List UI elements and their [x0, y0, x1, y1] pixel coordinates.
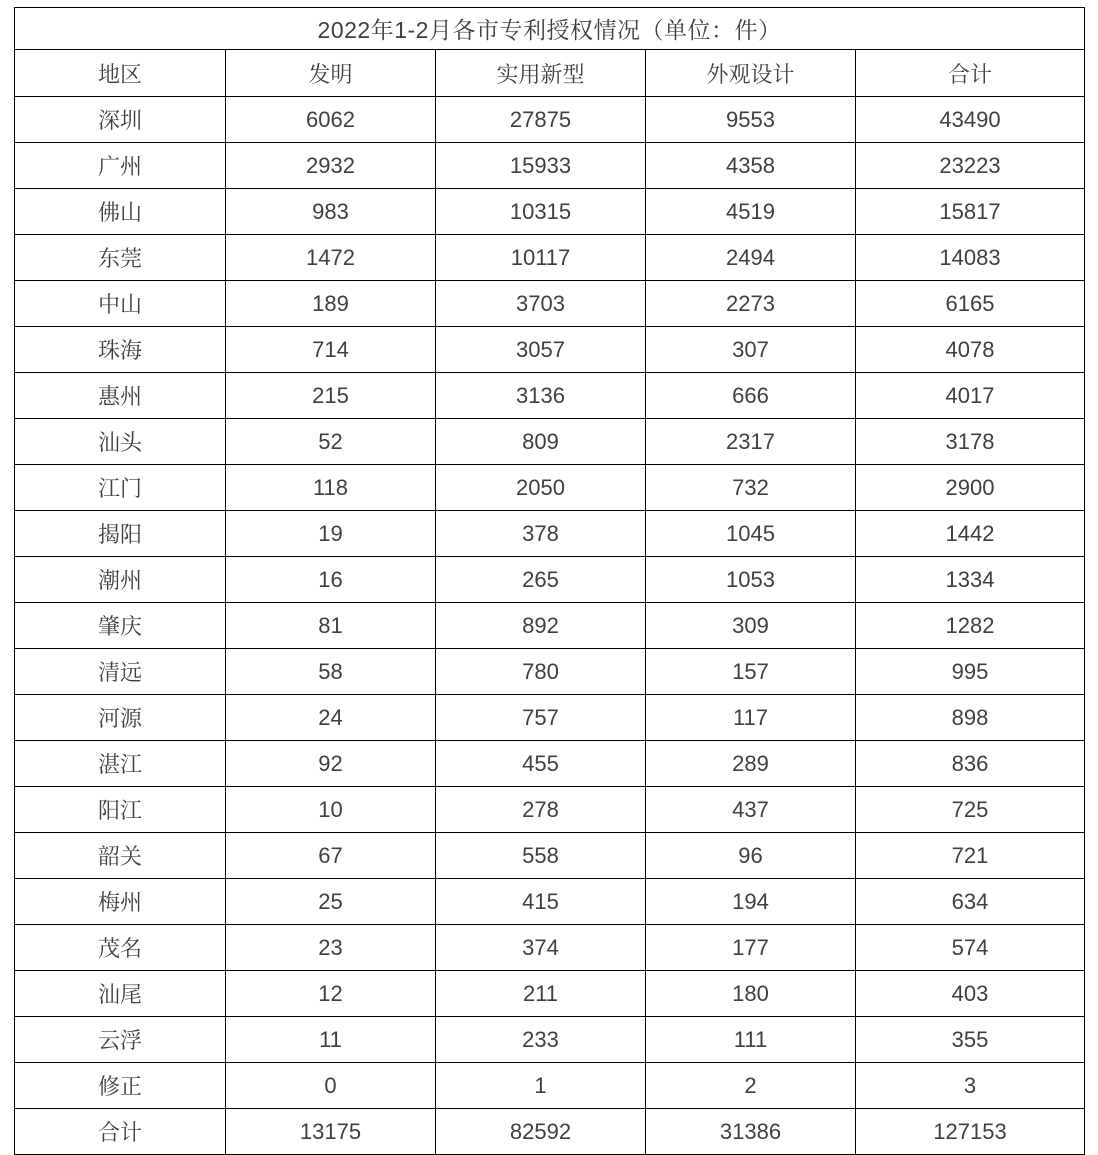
value-cell: 455	[436, 741, 646, 787]
value-cell: 9553	[646, 97, 856, 143]
value-cell: 13175	[226, 1109, 436, 1155]
value-cell: 16	[226, 557, 436, 603]
region-cell: 梅州	[15, 879, 226, 925]
region-cell: 肇庆	[15, 603, 226, 649]
value-cell: 721	[856, 833, 1085, 879]
value-cell: 3	[856, 1063, 1085, 1109]
value-cell: 189	[226, 281, 436, 327]
value-cell: 278	[436, 787, 646, 833]
value-cell: 732	[646, 465, 856, 511]
value-cell: 6165	[856, 281, 1085, 327]
value-cell: 378	[436, 511, 646, 557]
table-row	[15, 1109, 1085, 1155]
value-cell: 27875	[436, 97, 646, 143]
value-cell: 2494	[646, 235, 856, 281]
value-cell: 3057	[436, 327, 646, 373]
value-cell: 10117	[436, 235, 646, 281]
region-cell: 佛山	[15, 189, 226, 235]
value-cell: 23	[226, 925, 436, 971]
table-row	[15, 281, 1085, 327]
region-cell: 河源	[15, 695, 226, 741]
value-cell: 437	[646, 787, 856, 833]
value-cell: 67	[226, 833, 436, 879]
value-cell: 15933	[436, 143, 646, 189]
table-row	[15, 373, 1085, 419]
value-cell: 757	[436, 695, 646, 741]
table-row	[15, 557, 1085, 603]
value-cell: 111	[646, 1017, 856, 1063]
table-row	[15, 511, 1085, 557]
value-cell: 558	[436, 833, 646, 879]
value-cell: 780	[436, 649, 646, 695]
table-row	[15, 787, 1085, 833]
value-cell: 898	[856, 695, 1085, 741]
table-row	[15, 741, 1085, 787]
value-cell: 2050	[436, 465, 646, 511]
column-header: 实用新型	[436, 50, 646, 97]
value-cell: 289	[646, 741, 856, 787]
value-cell: 374	[436, 925, 646, 971]
value-cell: 1053	[646, 557, 856, 603]
region-cell: 珠海	[15, 327, 226, 373]
region-cell: 东莞	[15, 235, 226, 281]
value-cell: 1334	[856, 557, 1085, 603]
table-header-row	[15, 50, 1085, 97]
value-cell: 983	[226, 189, 436, 235]
table-row	[15, 419, 1085, 465]
region-cell: 广州	[15, 143, 226, 189]
value-cell: 24	[226, 695, 436, 741]
value-cell: 58	[226, 649, 436, 695]
value-cell: 1045	[646, 511, 856, 557]
value-cell: 836	[856, 741, 1085, 787]
value-cell: 215	[226, 373, 436, 419]
value-cell: 403	[856, 971, 1085, 1017]
value-cell: 15817	[856, 189, 1085, 235]
value-cell: 11	[226, 1017, 436, 1063]
table-row	[15, 235, 1085, 281]
value-cell: 180	[646, 971, 856, 1017]
value-cell: 127153	[856, 1109, 1085, 1155]
value-cell: 43490	[856, 97, 1085, 143]
table-row	[15, 879, 1085, 925]
value-cell: 52	[226, 419, 436, 465]
table-row	[15, 695, 1085, 741]
value-cell: 3703	[436, 281, 646, 327]
region-cell: 深圳	[15, 97, 226, 143]
value-cell: 0	[226, 1063, 436, 1109]
region-cell: 中山	[15, 281, 226, 327]
table-title: 2022年1-2月各市专利授权情况（单位：件）	[15, 8, 1085, 50]
value-cell: 1442	[856, 511, 1085, 557]
value-cell: 10	[226, 787, 436, 833]
region-cell: 云浮	[15, 1017, 226, 1063]
value-cell: 19	[226, 511, 436, 557]
region-cell: 修正	[15, 1063, 226, 1109]
table-row	[15, 465, 1085, 511]
table-row	[15, 603, 1085, 649]
value-cell: 2273	[646, 281, 856, 327]
column-header: 外观设计	[646, 50, 856, 97]
value-cell: 157	[646, 649, 856, 695]
value-cell: 265	[436, 557, 646, 603]
value-cell: 1282	[856, 603, 1085, 649]
table-row	[15, 189, 1085, 235]
table-row	[15, 971, 1085, 1017]
region-cell: 汕尾	[15, 971, 226, 1017]
region-cell: 清远	[15, 649, 226, 695]
value-cell: 725	[856, 787, 1085, 833]
value-cell: 309	[646, 603, 856, 649]
value-cell: 92	[226, 741, 436, 787]
value-cell: 307	[646, 327, 856, 373]
table-row	[15, 833, 1085, 879]
table-title-row	[15, 8, 1085, 50]
table-row	[15, 97, 1085, 143]
value-cell: 995	[856, 649, 1085, 695]
region-cell: 合计	[15, 1109, 226, 1155]
table-row	[15, 143, 1085, 189]
table-row	[15, 925, 1085, 971]
value-cell: 666	[646, 373, 856, 419]
column-header: 合计	[856, 50, 1085, 97]
region-cell: 汕头	[15, 419, 226, 465]
value-cell: 2	[646, 1063, 856, 1109]
value-cell: 4358	[646, 143, 856, 189]
value-cell: 1	[436, 1063, 646, 1109]
value-cell: 81	[226, 603, 436, 649]
region-cell: 惠州	[15, 373, 226, 419]
table-row	[15, 1063, 1085, 1109]
value-cell: 31386	[646, 1109, 856, 1155]
table-row	[15, 649, 1085, 695]
column-header: 发明	[226, 50, 436, 97]
value-cell: 10315	[436, 189, 646, 235]
value-cell: 211	[436, 971, 646, 1017]
value-cell: 4078	[856, 327, 1085, 373]
region-cell: 湛江	[15, 741, 226, 787]
value-cell: 634	[856, 879, 1085, 925]
value-cell: 4017	[856, 373, 1085, 419]
value-cell: 2900	[856, 465, 1085, 511]
region-cell: 韶关	[15, 833, 226, 879]
value-cell: 1472	[226, 235, 436, 281]
value-cell: 25	[226, 879, 436, 925]
value-cell: 23223	[856, 143, 1085, 189]
value-cell: 809	[436, 419, 646, 465]
value-cell: 3136	[436, 373, 646, 419]
value-cell: 415	[436, 879, 646, 925]
region-cell: 阳江	[15, 787, 226, 833]
value-cell: 2317	[646, 419, 856, 465]
table-row	[15, 1017, 1085, 1063]
value-cell: 892	[436, 603, 646, 649]
value-cell: 2932	[226, 143, 436, 189]
value-cell: 6062	[226, 97, 436, 143]
value-cell: 194	[646, 879, 856, 925]
patent-grant-table	[14, 7, 1085, 1155]
table-row	[15, 327, 1085, 373]
region-cell: 揭阳	[15, 511, 226, 557]
value-cell: 82592	[436, 1109, 646, 1155]
value-cell: 96	[646, 833, 856, 879]
region-cell: 江门	[15, 465, 226, 511]
value-cell: 574	[856, 925, 1085, 971]
value-cell: 714	[226, 327, 436, 373]
column-header: 地区	[15, 50, 226, 97]
region-cell: 茂名	[15, 925, 226, 971]
value-cell: 177	[646, 925, 856, 971]
region-cell: 潮州	[15, 557, 226, 603]
value-cell: 118	[226, 465, 436, 511]
value-cell: 4519	[646, 189, 856, 235]
value-cell: 355	[856, 1017, 1085, 1063]
value-cell: 3178	[856, 419, 1085, 465]
value-cell: 12	[226, 971, 436, 1017]
value-cell: 233	[436, 1017, 646, 1063]
value-cell: 14083	[856, 235, 1085, 281]
value-cell: 117	[646, 695, 856, 741]
